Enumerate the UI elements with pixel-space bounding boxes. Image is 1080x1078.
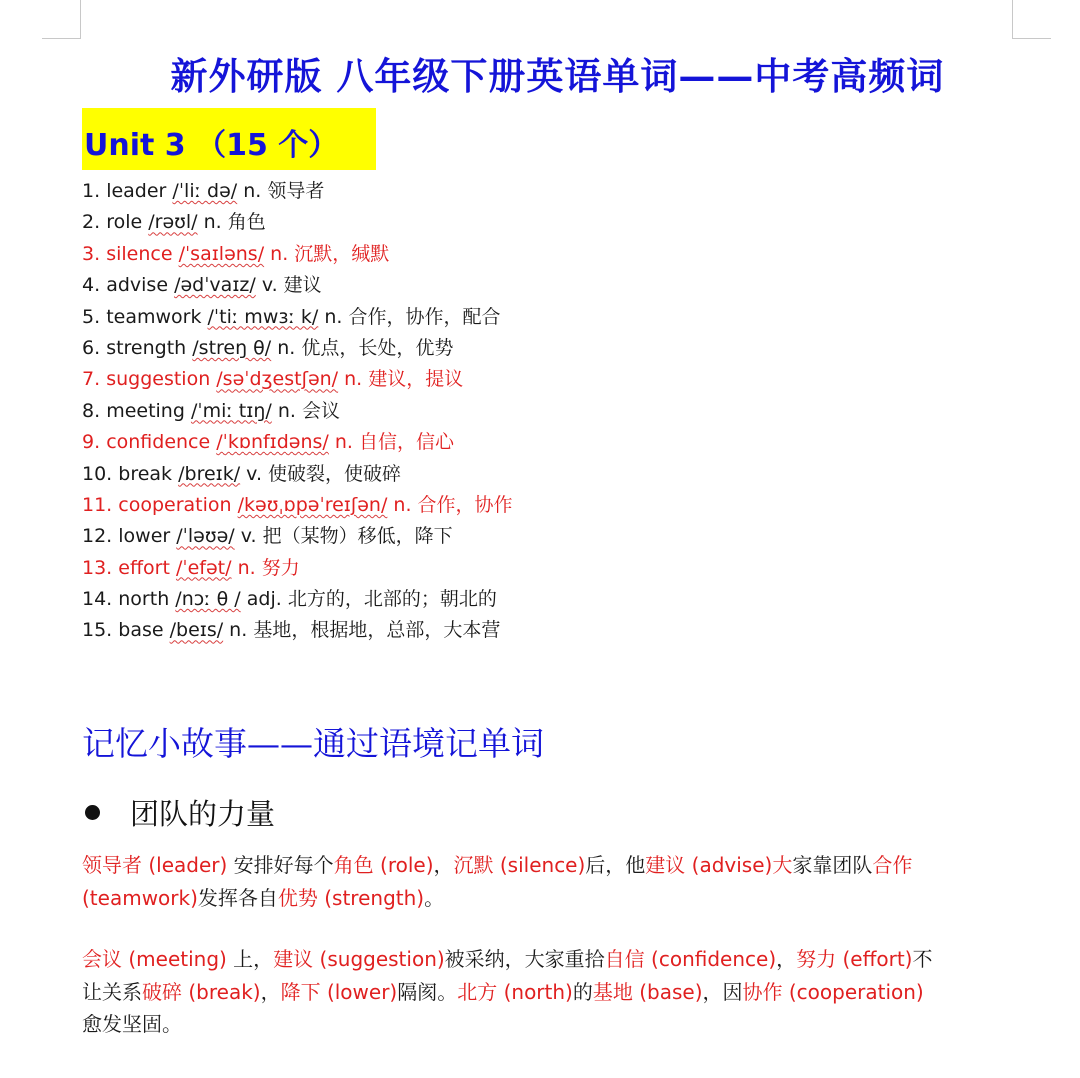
list-item xyxy=(82,239,513,270)
word-text: leader xyxy=(106,180,167,202)
word-number: 15. xyxy=(82,619,113,642)
highlighted-term: 破碎 (break) xyxy=(142,979,261,1004)
word-part-of-speech: v. xyxy=(246,462,262,485)
word-text: role xyxy=(106,211,143,234)
word-meaning: 努力 xyxy=(261,556,300,579)
word-part-of-speech: n. xyxy=(324,305,343,328)
unit-heading xyxy=(82,108,376,170)
highlighted-term: 基地 (base) xyxy=(592,979,703,1004)
word-meaning: 合作，协作 xyxy=(417,493,513,516)
word-phonetic: /ˈmiː tɪŋ/ xyxy=(190,399,272,422)
paragraph-line xyxy=(82,943,1022,976)
word-phonetic: /səˈdʒestʃən/ xyxy=(216,368,339,391)
word-part-of-speech: n. xyxy=(237,556,256,579)
word-text: silence xyxy=(106,242,173,265)
story-text: 安排好每个 xyxy=(227,853,334,877)
highlighted-term: 降下 (lower) xyxy=(280,979,398,1004)
word-text: strength xyxy=(106,336,187,359)
story-text: 隔阂。 xyxy=(397,979,458,1004)
word-part-of-speech: n. xyxy=(277,336,296,359)
story-heading: 记忆小故事——通过语境记单词 xyxy=(82,724,544,763)
word-number: 6. xyxy=(82,336,101,359)
word-part-of-speech: n. xyxy=(393,493,412,516)
highlighted-term: 协作 (cooperation) xyxy=(742,979,924,1004)
word-phonetic: /ˈefət/ xyxy=(175,556,232,579)
page-corner-mark-left xyxy=(42,0,81,39)
highlighted-term: (teamwork) xyxy=(82,885,198,910)
word-text: suggestion xyxy=(106,368,211,391)
word-text: advise xyxy=(106,274,169,297)
word-number: 5. xyxy=(82,305,101,328)
word-meaning: 建议，提议 xyxy=(368,368,464,391)
word-meaning: 把（某物）移低，降下 xyxy=(262,525,453,548)
list-item xyxy=(82,396,513,427)
highlighted-term: 努力 (effort) xyxy=(796,947,913,971)
word-phonetic: /streŋ θ/ xyxy=(192,336,272,359)
list-item xyxy=(82,427,513,458)
unit-heading-text: Unit 3 （15 个） xyxy=(84,128,339,163)
story-paragraph-1 xyxy=(82,849,1022,914)
page-corner-mark-right xyxy=(1012,0,1051,39)
list-item xyxy=(82,207,513,238)
list-item xyxy=(82,553,513,584)
word-part-of-speech: n. xyxy=(344,368,363,391)
word-phonetic: /ˈkɒnfɪdəns/ xyxy=(216,431,329,454)
story-text: 上， xyxy=(226,947,274,971)
highlighted-term: 自信 (confidence) xyxy=(604,947,777,971)
story-text: ， xyxy=(433,853,454,877)
story-text: ， xyxy=(776,947,797,971)
story-text: 。 xyxy=(424,885,445,910)
word-number: 13. xyxy=(82,556,113,579)
word-number: 1. xyxy=(82,180,101,202)
word-meaning: 建议 xyxy=(283,274,322,297)
word-phonetic: /rəʊl/ xyxy=(148,211,198,234)
word-phonetic: /ˈləʊə/ xyxy=(176,525,235,548)
word-phonetic: /ˈliː də/ xyxy=(172,180,238,202)
paragraph-line xyxy=(82,1008,1022,1041)
word-phonetic: /ˈsaɪləns/ xyxy=(178,242,265,265)
list-item xyxy=(82,490,513,521)
paragraph-line xyxy=(82,882,1022,915)
word-meaning: 合作，协作，配合 xyxy=(348,305,501,328)
paragraph-line xyxy=(82,849,1022,882)
word-part-of-speech: n. xyxy=(277,399,296,422)
word-meaning: 沉默，缄默 xyxy=(294,242,390,265)
highlighted-term: 会议 (meeting) xyxy=(82,947,227,971)
word-meaning: 自信，信心 xyxy=(359,431,455,454)
list-item xyxy=(82,270,513,301)
word-part-of-speech: n. xyxy=(203,211,222,234)
word-part-of-speech: v. xyxy=(261,274,278,297)
word-number: 7. xyxy=(82,368,101,391)
word-part-of-speech: n. xyxy=(243,180,262,202)
list-item xyxy=(82,459,513,490)
story-text: 发挥各自 xyxy=(197,885,278,910)
list-item xyxy=(82,584,513,615)
list-item xyxy=(82,302,513,333)
word-part-of-speech: n. xyxy=(229,619,248,642)
word-number: 9. xyxy=(82,431,101,454)
list-item xyxy=(82,176,513,207)
word-meaning: 优点，长处，优势 xyxy=(301,336,454,359)
highlighted-term: 建议 (suggestion) xyxy=(273,947,445,971)
word-number: 10. xyxy=(82,462,113,485)
paragraph-line xyxy=(82,976,1022,1009)
story-text: 让关系 xyxy=(82,979,142,1004)
word-part-of-speech: n. xyxy=(334,431,353,454)
word-text: base xyxy=(118,619,164,642)
word-text: teamwork xyxy=(106,305,202,328)
highlighted-term: 优势 (strength) xyxy=(277,885,425,910)
highlighted-term: 建议 (advise)大 xyxy=(645,853,793,877)
word-meaning: 角色 xyxy=(227,211,266,234)
highlighted-term: 沉默 (silence) xyxy=(453,853,586,877)
word-phonetic: /kəʊˌɒpəˈreɪʃən/ xyxy=(237,493,388,516)
story-text: 后，他 xyxy=(585,853,646,877)
word-text: break xyxy=(118,462,173,485)
highlighted-term: 合作 xyxy=(872,853,913,877)
highlighted-term: 北方 (north) xyxy=(457,979,573,1004)
word-part-of-speech: v. xyxy=(240,525,257,548)
word-number: 11. xyxy=(82,493,113,516)
list-item xyxy=(82,333,513,364)
story-subtitle-text: 团队的力量 xyxy=(130,797,276,831)
highlighted-term: 领导者 (leader) xyxy=(82,853,228,877)
word-number: 12. xyxy=(82,525,113,548)
word-text: meeting xyxy=(106,399,185,422)
word-text: north xyxy=(118,588,170,611)
word-meaning: 北方的，北部的；朝北的 xyxy=(287,588,497,611)
word-number: 2. xyxy=(82,211,101,234)
word-text: effort xyxy=(118,556,170,579)
story-text: ，因 xyxy=(702,979,743,1004)
word-meaning: 领导者 xyxy=(267,180,325,202)
list-item xyxy=(82,521,513,552)
word-phonetic: /nɔː θ / xyxy=(175,588,241,611)
page-title: 新外研版 八年级下册英语单词——中考高频词 xyxy=(170,54,945,98)
story-text: ， xyxy=(260,979,281,1004)
word-number: 3. xyxy=(82,242,101,265)
story-text: 愈发坚固。 xyxy=(82,1012,182,1036)
story-text: 不 xyxy=(912,947,933,971)
word-meaning: 基地，根据地，总部，大本营 xyxy=(253,619,501,642)
highlighted-term: 角色 (role) xyxy=(333,853,434,877)
word-meaning: 使破裂，使破碎 xyxy=(268,462,402,485)
word-phonetic: /beɪs/ xyxy=(169,619,224,642)
word-part-of-speech: adj. xyxy=(246,588,282,611)
list-item xyxy=(82,364,513,395)
word-number: 14. xyxy=(82,588,113,611)
word-phonetic: /breɪk/ xyxy=(178,462,241,485)
bullet-icon xyxy=(85,805,100,820)
word-number: 4. xyxy=(82,274,101,297)
list-item xyxy=(82,615,513,646)
word-part-of-speech: n. xyxy=(270,242,289,265)
word-text: confidence xyxy=(106,431,211,454)
story-text: 的 xyxy=(572,979,593,1004)
vocabulary-list xyxy=(82,176,513,647)
word-text: lower xyxy=(118,525,171,548)
word-text: cooperation xyxy=(118,493,232,516)
story-text: 家靠团队 xyxy=(792,853,873,877)
word-phonetic: /ədˈvaɪz/ xyxy=(174,274,256,297)
word-number: 8. xyxy=(82,399,101,422)
word-meaning: 会议 xyxy=(301,399,340,422)
story-paragraph-2 xyxy=(82,943,1022,1041)
word-phonetic: /ˈtiː mwɜː k/ xyxy=(207,305,319,328)
story-text: 被采纳，大家重拾 xyxy=(444,947,605,971)
